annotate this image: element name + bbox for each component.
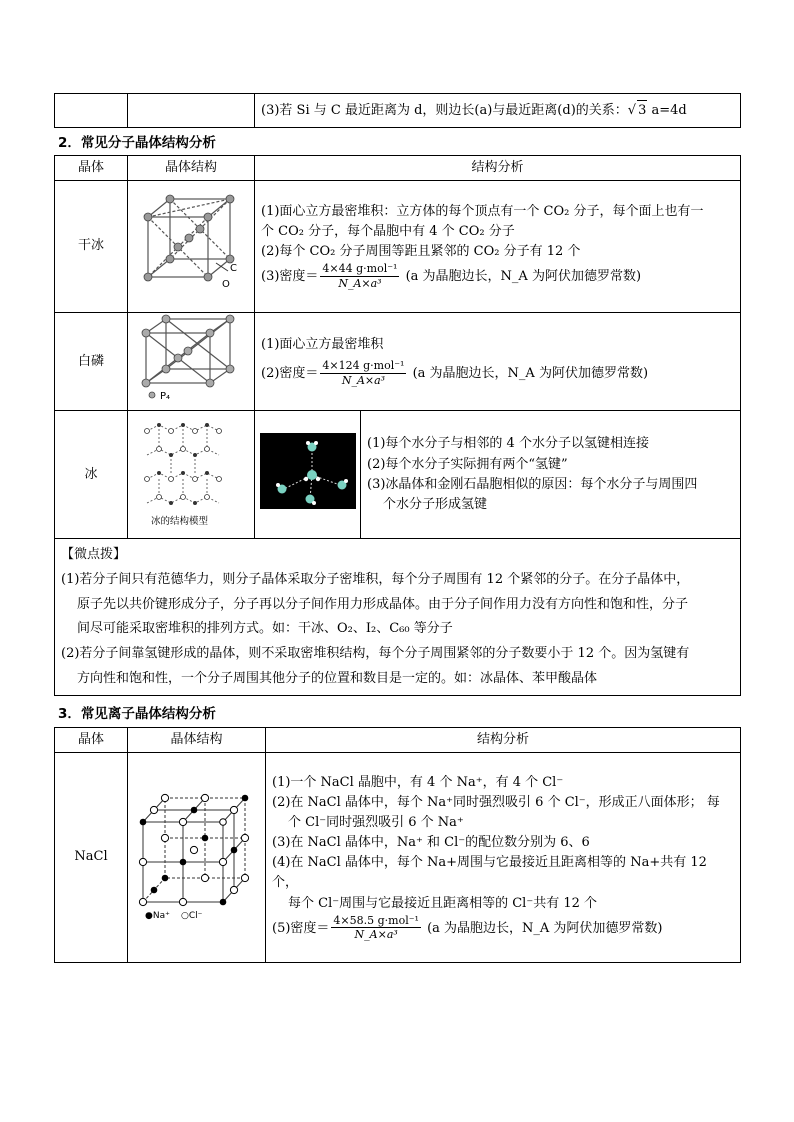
ice-line-3: (3)冰晶体和金刚石晶胞相似的原因：每个水分子与周围四 [367, 476, 698, 492]
header-crystal: 晶体 [55, 728, 128, 753]
density-prefix: (5)密度＝ [272, 920, 330, 936]
fraction-denominator: N_A×a³ [338, 277, 382, 291]
density-prefix: (3)密度＝ [261, 269, 319, 285]
header-analysis: 结构分析 [266, 728, 741, 753]
density-suffix: (a 为晶胞边长，N_A 为阿伏加德罗常数) [401, 269, 642, 285]
nacl-lattice-image [135, 784, 259, 924]
carbon-label: C [230, 262, 237, 274]
tip-p2-line-1: (2)若分子间靠氢键形成的晶体，则不采取密堆积结构，每个分子周围紧邻的分子数要小于 12 个。因为氢键有 [61, 646, 690, 662]
cl-legend: ○Cl⁻ [180, 910, 202, 921]
dry-ice-analysis [255, 181, 741, 313]
tip-note-cell [55, 539, 741, 696]
nacl-line-2: (2)在 NaCl 晶体中，每个 Na⁺同时强烈吸引 6 个 Cl⁻，形成正八面体形； 每 [272, 794, 720, 810]
density-fraction [320, 359, 406, 388]
density-fraction [331, 914, 421, 943]
section-3-heading: 3．常见离子晶体结构分析 [58, 706, 216, 722]
tip-p1-line-2: 原子先以共价键形成分子，分子再以分子间作用力形成晶体。由于分子间作用力没有方向性和饱和性，分子 [77, 596, 689, 612]
fraction-numerator: 4×58.5 g·mol⁻¹ [333, 913, 419, 927]
p4-label: P₄ [160, 391, 171, 402]
ice-name: 冰 [55, 411, 128, 539]
nacl-structure-cell [128, 753, 266, 963]
nacl-name: NaCl [55, 753, 128, 963]
nacl-line-6: 每个 Cl⁻周围与它最接近且距离相等的 Cl⁻共有 12 个 [288, 895, 598, 911]
dry-ice-line-3: (2)每个 CO₂ 分子周围等距且紧邻的 CO₂ 分子有 12 个 [261, 244, 581, 260]
dry-ice-name: 干冰 [55, 181, 128, 313]
nacl-analysis [266, 753, 741, 963]
sic-relation-cell: (3)若 Si 与 C 最近距离为 d，则边长(a)与最近距离(d)的关系：√ 3 a=4d [255, 94, 741, 128]
white-p-density [261, 359, 734, 388]
sqrt-value: 3 [637, 100, 647, 121]
nacl-line-4: (3)在 NaCl 晶体中，Na⁺ 和 Cl⁻的配位数分别为 6、6 [272, 835, 590, 851]
white-p-line-1: (1)面心立方最密堆积 [261, 337, 384, 353]
ice-caption: 冰的结构模型 [151, 516, 209, 528]
section-2-heading: 2．常见分子晶体结构分析 [58, 135, 216, 151]
ice-structure-cell [128, 411, 255, 539]
header-structure: 晶体结构 [128, 728, 266, 753]
ice-line-2: (2)每个水分子实际拥有两个“氢键” [367, 456, 568, 472]
tip-p1-line-3: 间尽可能采取密堆积的排列方式。如：干冰、O₂、I₂、C₆₀ 等分子 [77, 621, 453, 637]
fraction-numerator: 4×124 g·mol⁻¹ [322, 359, 405, 373]
tip-p2-line-2: 方向性和饱和性，一个分子周围其他分子的位置和数目是一定的。如：冰晶体、苯甲酸晶体 [77, 670, 598, 686]
density-prefix: (2)密度＝ [261, 366, 319, 382]
sic-relation-tail: a=4d [647, 102, 687, 118]
ice-line-4: 个水分子形成氢键 [383, 496, 488, 512]
nacl-line-5: (4)在 NaCl 晶体中，每个 Na+周围与它最接近且距离相等的 Na+共有 12 个， [272, 855, 707, 891]
empty-cell [55, 94, 128, 128]
dry-ice-density [261, 262, 734, 291]
header-structure: 晶体结构 [128, 156, 255, 181]
ice-analysis [361, 411, 741, 539]
white-p-structure-cell [128, 313, 255, 411]
density-suffix: (a 为晶胞边长，N_A 为阿伏加德罗常数) [422, 920, 663, 936]
white-p-analysis [255, 313, 741, 411]
ice-molecule-model-image [260, 433, 356, 509]
ionic-crystal-table [54, 727, 741, 963]
header-crystal: 晶体 [55, 156, 128, 181]
fraction-denominator: N_A×a³ [341, 374, 386, 388]
tip-p1-line-1: (1)若分子间只有范德华力，则分子晶体采取分子密堆积，每个分子周围有 12 个紧邻的分子。在分子晶体中， [61, 571, 690, 587]
empty-cell [128, 94, 255, 128]
density-fraction [320, 262, 399, 291]
ice-line-1: (1)每个水分子与相邻的 4 个水分子以氢键相连接 [367, 436, 649, 452]
fraction-denominator: N_A×a³ [354, 928, 398, 942]
sic-relation-text: (3)若 Si 与 C 最近距离为 d，则边长(a)与最近距离(d)的关系： [261, 102, 628, 118]
nacl-line-3: 个 Cl⁻同时强烈吸引 6 个 Na⁺ [288, 815, 464, 831]
density-suffix: (a 为晶胞边长，N_A 为阿伏加德罗常数) [408, 366, 649, 382]
tip-title: 【微点拨】 [61, 547, 127, 563]
ice-model-cell [255, 411, 361, 539]
header-analysis: 结构分析 [255, 156, 741, 181]
dry-ice-line-2: 个 CO₂ 分子，每个晶胞中有 4 个 CO₂ 分子 [261, 224, 515, 240]
white-p-lattice-image [136, 313, 246, 403]
oxygen-label: O [222, 278, 230, 290]
white-p-name: 白磷 [55, 313, 128, 411]
top-continuation-table [54, 93, 741, 128]
fraction-numerator: 4×44 g·mol⁻¹ [322, 262, 398, 276]
nacl-density [272, 914, 734, 943]
nacl-line-1: (1)一个 NaCl 晶胞中，有 4 个 Na⁺，有 4 个 Cl⁻ [272, 774, 564, 790]
na-legend: ●Na⁺ [144, 910, 170, 921]
dry-ice-line-1: (1)面心立方最密堆积：立方体的每个顶点有一个 CO₂ 分子，每个面上也有一 [261, 204, 704, 220]
dry-ice-structure-cell [128, 181, 255, 313]
ice-lattice-image [141, 411, 241, 531]
molecular-crystal-table [54, 155, 741, 696]
dry-ice-lattice-image [136, 191, 246, 295]
